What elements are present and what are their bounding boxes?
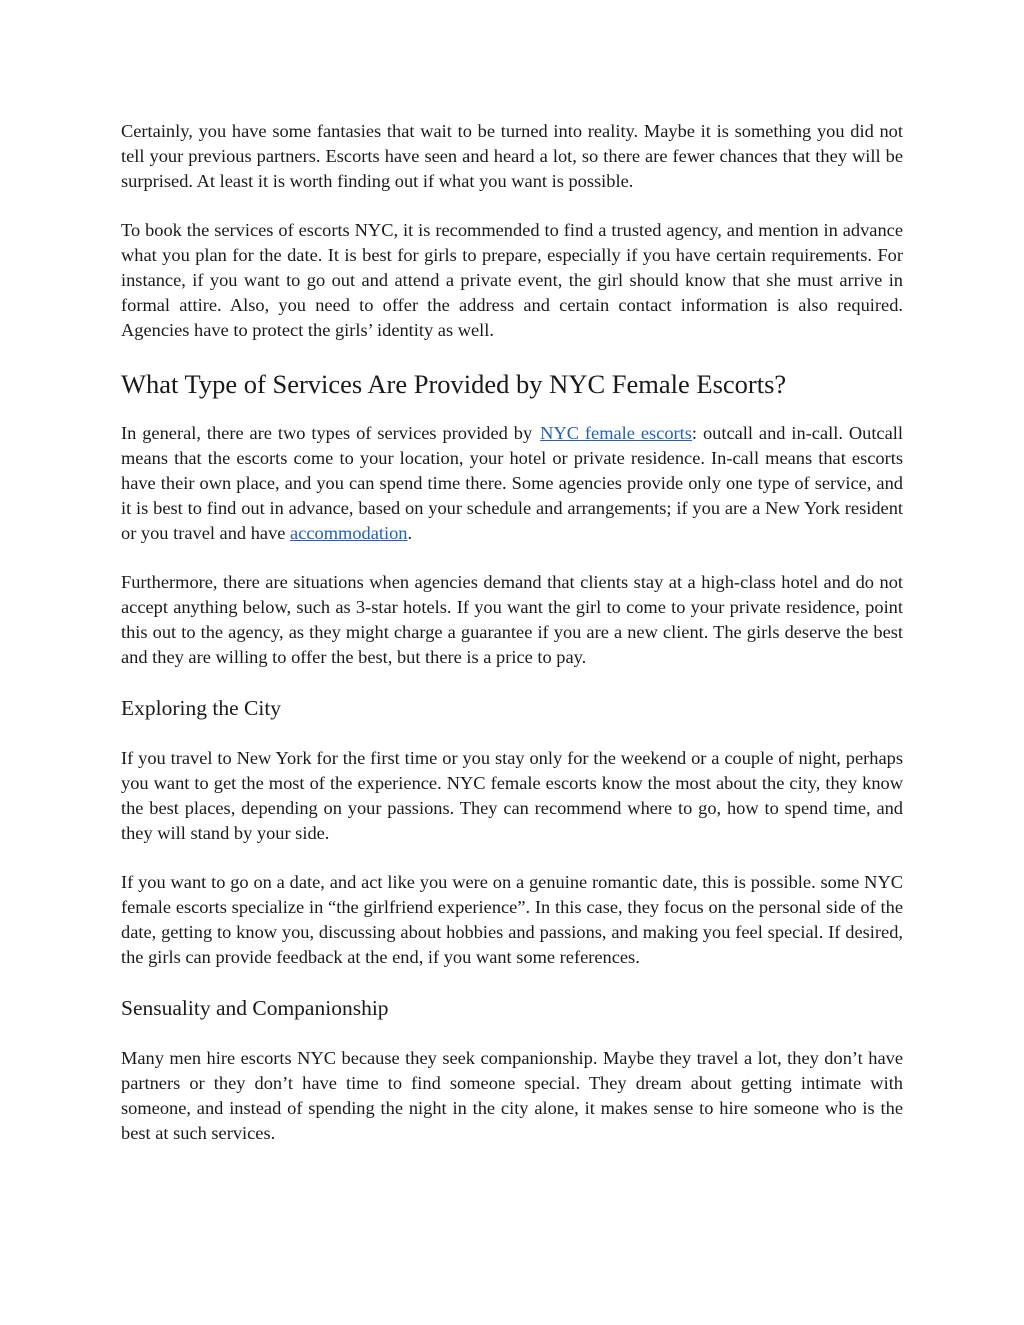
service-types-body-text: : outcall and in-call. Outcall means that the escorts come to your location, your hotel or private residence. In-call means that escorts have their own place, and you can spend time there. Some agencies provide only one type of service, and it is best to find out in advance, based on your schedule and arrangements; if you are a New York resident or you travel and have [121,423,903,543]
paragraph-booking: To book the services of escorts NYC, it is recommended to find a trusted agency, and mention in advance what you plan for the date. It is best for girls to prepare, especially if you have certain requirements. For instance, if you want to go out and attend a private event, the girl should know that she must arrive in formal attire. Also, you need to offer the address and certain contact information is also required. Agencies have to protect the girls’ identity as well. [121,220,903,340]
paragraph-first-time-visit: If you travel to New York for the first time or you stay only for the weekend or a couple of night, perhaps you want to get the most of the experience. NYC female escorts know the most about the city, they know the best places, depending on your passions. They can recommend where to go, how to spend time, and they will stand by your side. [121,748,903,843]
heading-sensuality-companionship: Sensuality and Companionship [121,996,389,1020]
paragraph-service-types [121,421,903,546]
paragraph-hotel-requirements: Furthermore, there are situations when agencies demand that clients stay at a high-class hotel and do not accept anything below, such as 3-star hotels. If you want the girl to come to your private residence, point this out to the agency, as they might charge a guarantee if you are a new client. The girls deserve the best and they are willing to offer the best, but there is a price to pay. [121,572,903,667]
heading-exploring-city: Exploring the City [121,696,282,720]
service-types-intro-text: In general, there are two types of services provided by [121,423,533,443]
document-page [121,119,903,1146]
service-types-end-text: . [407,523,413,543]
paragraph-girlfriend-experience: If you want to go on a date, and act like you were on a genuine romantic date, this is possible. some NYC female escorts specialize in “the girlfriend experience”. In this case, they focus on the personal side of the date, getting to know you, discussing about hobbies and passions, and making you feel special. If desired, the girls can provide feedback at the end, if you want some references. [121,872,903,967]
accommodation-link[interactable]: accommodation [290,523,408,543]
nyc-female-escorts-link[interactable]: NYC female escorts [540,423,692,443]
paragraph-fantasies: Certainly, you have some fantasies that wait to be turned into reality. Maybe it is something you did not tell your previous partners. Escorts have seen and heard a lot, so there are fewer chances that they will be surprised. At least it is worth finding out if what you want is possible. [121,121,903,191]
heading-services-type: What Type of Services Are Provided by NYC Female Escorts? [121,369,787,399]
paragraph-companionship: Many men hire escorts NYC because they seek companionship. Maybe they travel a lot, they don’t have partners or they don’t have time to find someone special. They dream about getting intimate with someone, and instead of spending the night in the city alone, it makes sense to hire someone who is the best at such services. [121,1048,903,1143]
